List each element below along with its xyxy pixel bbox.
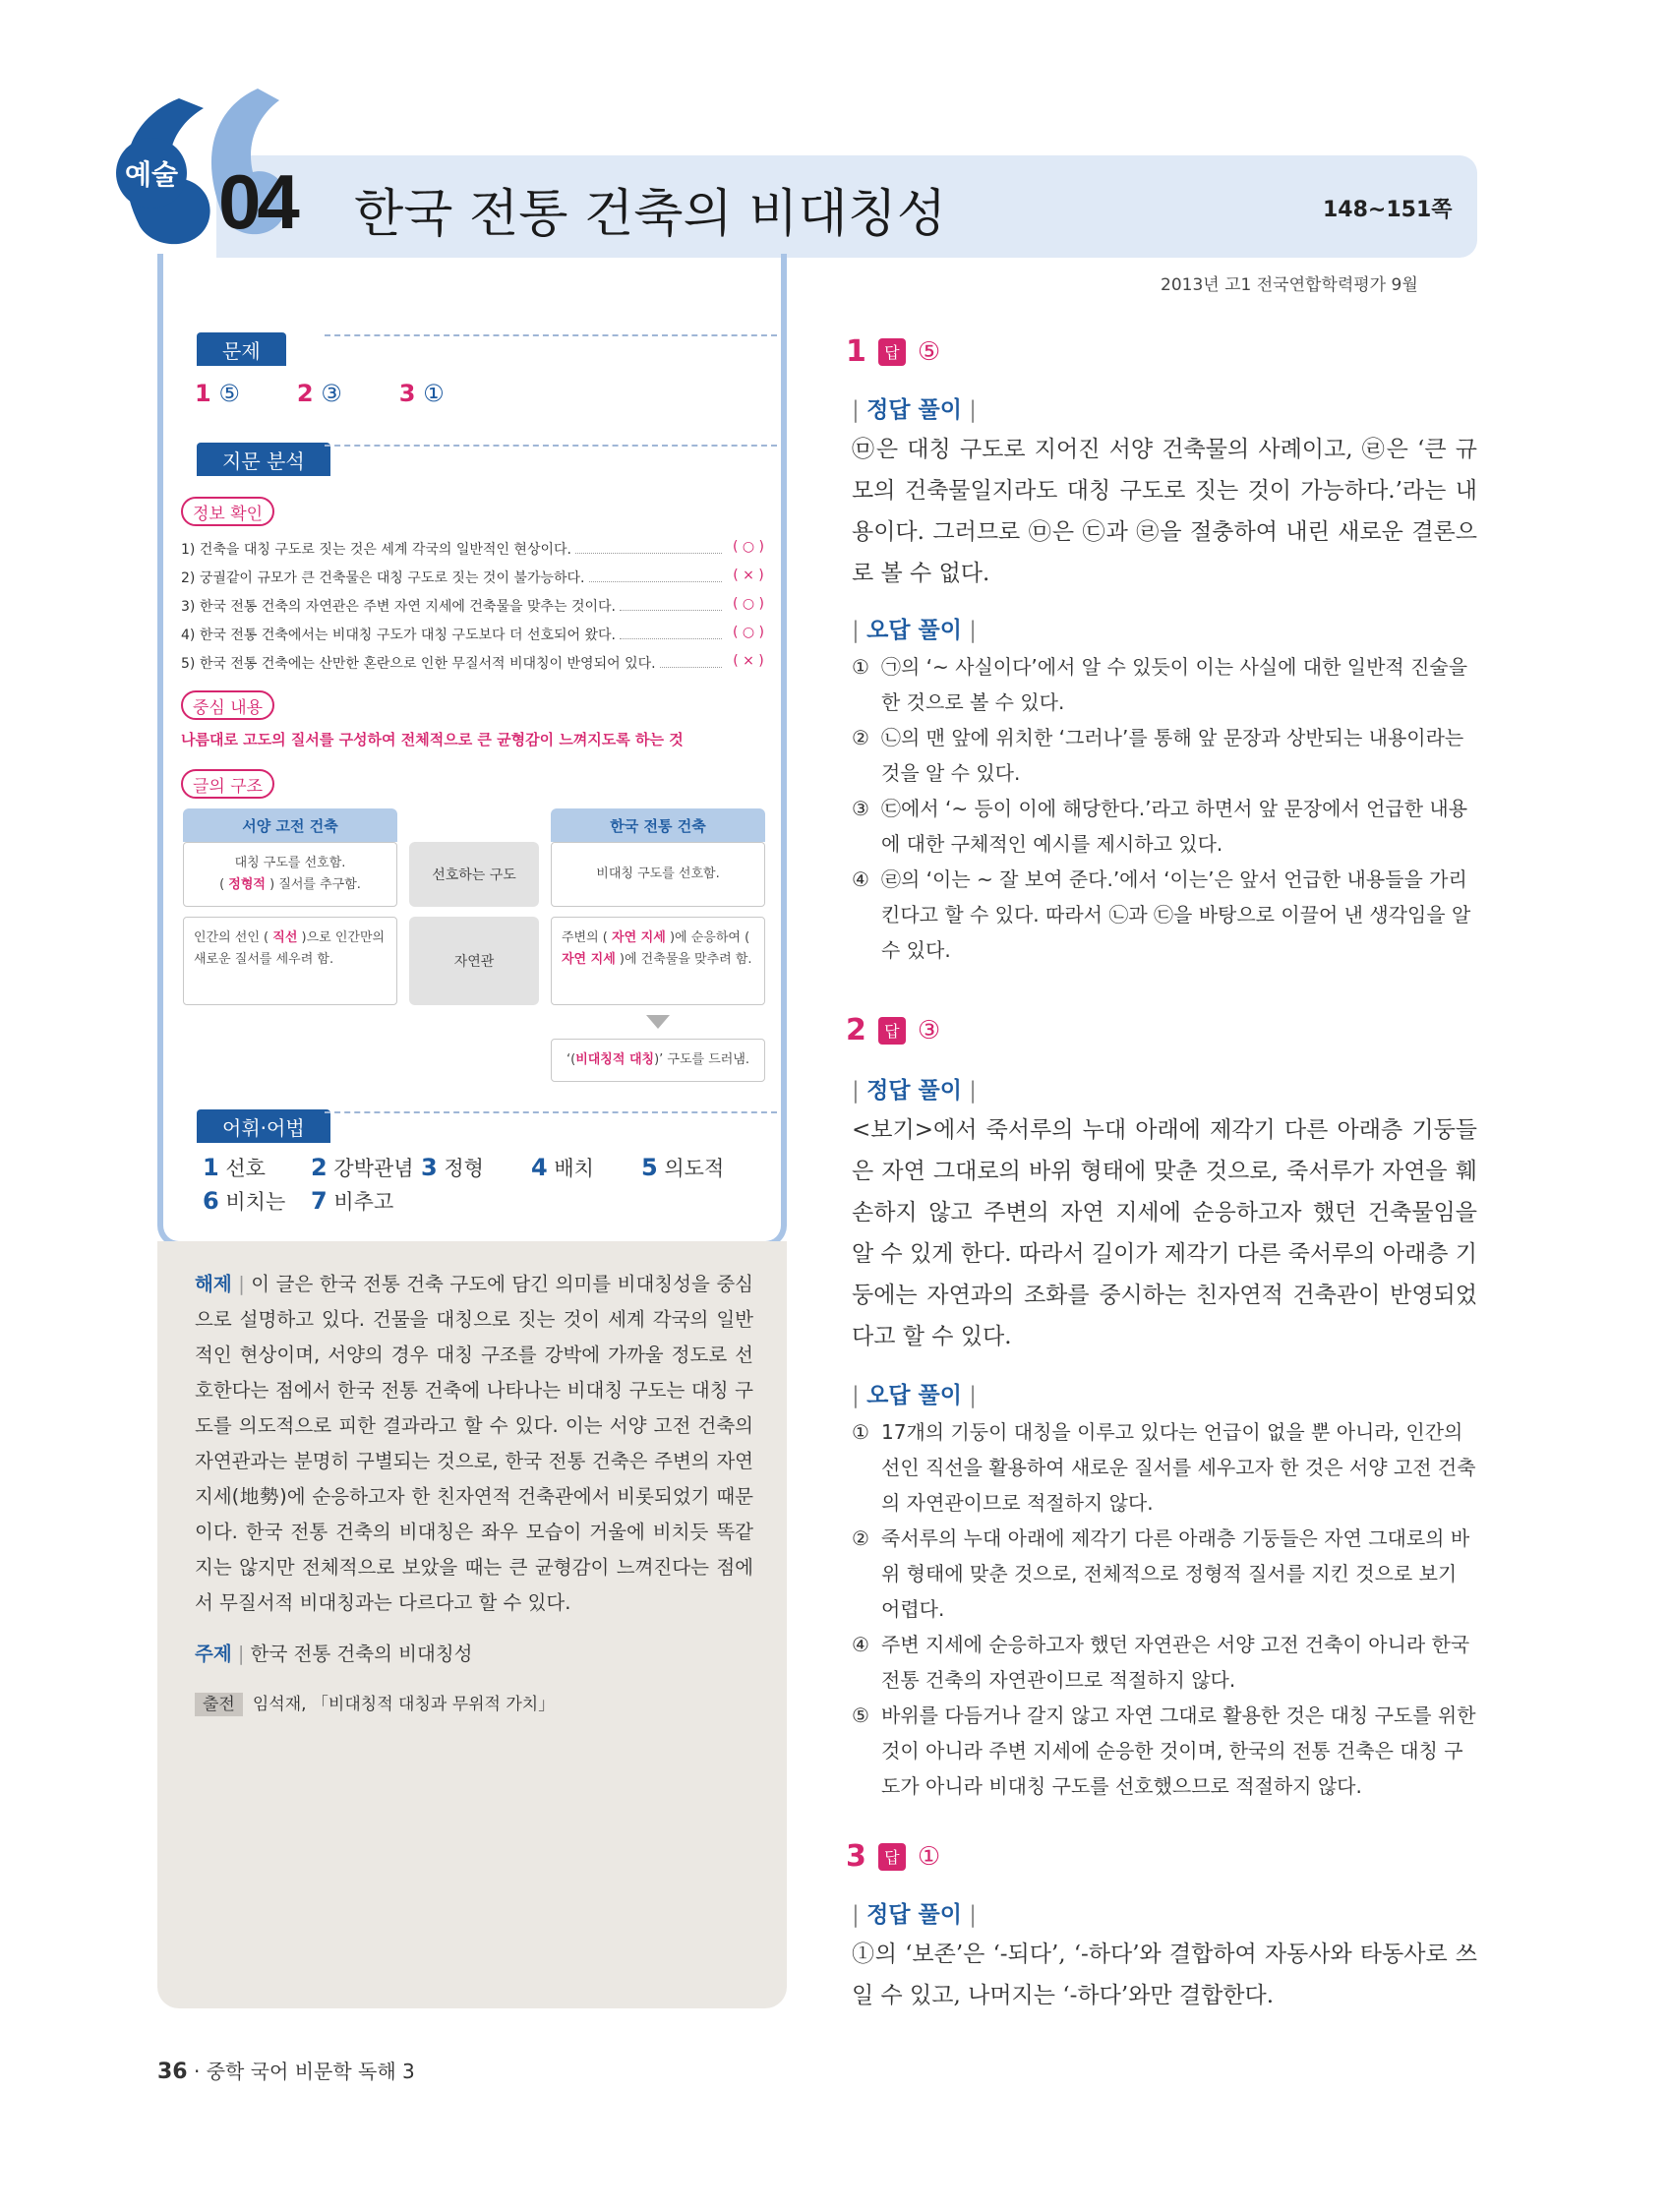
option-item: ④ ㉣의 ‘이는 ~ 잘 보여 준다.’에서 ‘이는’은 앞서 언급한 내용들을 가리킨다고 할 수 있다. 따라서 ㉡과 ㉢을 바탕으로 이끌어 낸 생각임을 알 수 있다.: [852, 867, 1471, 962]
korean-composition-cell: 비대칭 구도를 선호함.: [551, 842, 765, 907]
lesson-number: 04: [218, 158, 296, 245]
correct-explanation: <보기>에서 죽서루의 누대 아래에 제각기 다른 아래층 기둥들은 자연 그대로의 바위 형태에 맞춘 것으로, 죽서루가 자연을 훼손하지 않고 주변의 자연 지세에 순응하고자 했던 건축물임을 알 수 있게 한다. 따라서 길이가 제각기 다른 죽서루의 아래층 기둥에는 자연과의 조화를 중시하는 친자연적 건축관이 반영되었다고 할 수 있다.: [852, 1117, 1477, 1349]
option-item: ④ 주변 지세에 순응하고자 했던 자연관은 서양 고전 건축이 아니라 한국 전통 건축의 자연관이므로 적절하지 않다.: [852, 1633, 1470, 1692]
info-check-item: 5) 한국 전통 건축에는 산만한 혼란으로 인한 무질서적 비대칭이 반영되어 있다. ( × ): [181, 653, 764, 672]
info-check-item: 2) 궁궐같이 규모가 큰 건축물은 대칭 구도로 짓는 것이 불가능하다. ( × ): [181, 568, 764, 586]
divider: [325, 1111, 777, 1113]
correct-explanation: ㉤은 대칭 구도로 지어진 서양 건축물의 사례이고, ㉣은 ‘큰 규모의 건축물일지라도 대칭 구도로 짓는 것이 가능하다.’라는 내용이다. 그러므로 ㉤은 ㉢과 ㉣을 절충하여 내린 새로운 결론으로 볼 수 없다.: [852, 437, 1477, 586]
vocab-item: 3 정형: [421, 1154, 484, 1181]
structure-label: 글의 구조: [181, 769, 274, 799]
korean-nature-cell: 주변의 ( 자연 지세 )에 순응하여 ( 자연 지세 )에 건축물을 맞추려 함.: [551, 917, 765, 1005]
answer-item: 3 ①: [398, 380, 445, 407]
correct-heading: | 정답 풀이 |: [852, 397, 978, 423]
vocab-item: 1 선호: [203, 1154, 266, 1181]
answers-tab: 문제: [197, 332, 286, 366]
answer-list: [195, 380, 549, 407]
option-item: ② 죽서루의 누대 아래에 제각기 다른 아래층 기둥들은 자연 그대로의 바위 형태에 맞춘 것으로, 전체적으로 정형적 질서를 지킨 것으로 보기 어렵다.: [852, 1526, 1470, 1621]
correct-heading: | 정답 풀이 |: [852, 1078, 978, 1104]
divider: [325, 445, 777, 447]
option-item: ② ㉡의 맨 앞에 위치한 ‘그러나’를 통해 앞 문장과 상반되는 내용이라는 것을 알 수 있다.: [852, 726, 1464, 785]
wrong-explanations: [852, 1414, 1477, 1804]
source-exam: 2013년 고1 전국연합학력평가 9월: [1161, 275, 1418, 295]
main-idea-text: 나름대로 고도의 질서를 구성하여 전체적으로 큰 균형감이 느껴지도록 하는 것: [181, 731, 684, 748]
info-check-item: 3) 한국 전통 건축의 자연관은 주변 자연 지세에 건축물을 맞추는 것이다. ( ○ ): [181, 596, 765, 615]
wrong-explanations: [852, 649, 1477, 968]
page-footer: 36 · 중학 국어 비문학 독해 3: [157, 2060, 415, 2084]
conclusion-cell: ‘( 비대칭적 대칭 )’ 구도를 드러냄.: [551, 1039, 765, 1082]
wrong-heading: | 오답 풀이 |: [852, 618, 978, 643]
korean-header: 한국 전통 건축: [551, 808, 765, 842]
vocab-item: 7 비추고: [311, 1187, 394, 1215]
western-composition-cell: 대칭 구도를 선호함. ( 정형적 ) 질서를 추구함.: [183, 842, 397, 907]
question-2-header: 2 답 ③: [846, 1013, 941, 1047]
wrong-heading: | 오답 풀이 |: [852, 1383, 978, 1408]
option-item: ⑤ 바위를 다듬거나 갈지 않고 자연 그대로 활용한 것은 대칭 구도를 위한 것이 아니라 주변 지세에 순응한 것이며, 한국의 전통 건축은 대칭 구도가 아니라 비대칭 구도를 선호했으므로 적절하지 않다.: [852, 1704, 1476, 1798]
question-1-header: 1 답 ⑤: [846, 334, 941, 369]
info-check-item: 4) 한국 전통 건축에서는 비대칭 구도가 대칭 구도보다 더 선호되어 왔다. ( ○ ): [181, 625, 765, 643]
answer-item: 2 ③: [296, 380, 342, 407]
divider: [325, 334, 777, 336]
down-arrow-icon: [646, 1015, 670, 1031]
western-header: 서양 고전 건축: [183, 808, 397, 842]
category-badge: 예술: [116, 138, 187, 209]
vocab-item: 2 강박관념: [311, 1154, 414, 1181]
option-item: ① ㉠의 ‘~ 사실이다’에서 알 수 있듯이 이는 사실에 대한 일반적 진술을 한 것으로 볼 수 있다.: [852, 655, 1468, 714]
vocab-item: 4 배치: [531, 1154, 594, 1181]
answer-item: 1 ⑤: [195, 380, 240, 407]
composition-label: 선호하는 구도: [409, 842, 539, 907]
vocab-tab: 어휘·어법: [197, 1109, 330, 1143]
main-idea-label: 중심 내용: [181, 690, 274, 720]
analysis-tab: 지문 분석: [197, 443, 330, 476]
page-range: 148~151쪽: [1323, 198, 1453, 222]
vocab-item: 5 의도적: [641, 1154, 725, 1181]
commentary-text: 해제 | 이 글은 한국 전통 건축 구도에 담긴 의미를 비대칭성을 중심으로 설명하고 있다. 건물을 대칭으로 짓는 것이 세계 각국의 일반적인 현상이며, 서양의 경우 대칭 구조를 강박에 가까울 정도로 선호한다는 점에서 한국 전통 건축에 나타나는 비대칭 구도는 대칭 구도를 의도적으로 피한 결과라고 할 수 있다. 이는 서양 고전 건축의 자연관과는 분명히 구별되는 것으로, 한국 전통 건축은 주변의 자연 지세(地勢)에 순응하고자 한 친자연적 건축관에서 비롯되었기 때문이다. 한국 전통 건축의 비대칭은 좌우 모습이 거울에 비치듯 똑같지는 않지만 전체적으로 보았을 때는 큰 균형감이 느껴진다는 점에서 무질서적 비대칭과는 다르다고 할 수 있다.: [195, 1273, 754, 1614]
info-check-item: 1) 건축을 대칭 구도로 짓는 것은 세계 각국의 일반적인 현상이다. ( ○ ): [181, 539, 765, 558]
correct-heading: | 정답 풀이 |: [852, 1902, 978, 1928]
question-3-header: 3 답 ①: [846, 1839, 941, 1874]
theme-line: 주제 | 한국 전통 건축의 비대칭성: [195, 1643, 473, 1665]
option-item: ① 17개의 기둥이 대칭을 이루고 있다는 언급이 없을 뿐 아니라, 인간의 선인 직선을 활용하여 새로운 질서를 세우고자 한 것은 서양 고전 건축의 자연관이므로 적절하지 않다.: [852, 1420, 1476, 1515]
info-check-label: 정보 확인: [181, 497, 274, 526]
option-item: ③ ㉢에서 ‘~ 등이 이에 해당한다.’라고 하면서 앞 문장에서 언급한 내용에 대한 구체적인 예시를 제시하고 있다.: [852, 797, 1468, 856]
correct-explanation: ①의 ‘보존’은 ‘-되다’, ‘-하다’와 결합하여 자동사와 타동사로 쓰일 수 있고, 나머지는 ‘-하다’와만 결합한다.: [852, 1942, 1477, 2008]
western-nature-cell: 인간의 선인 ( 직선 )으로 인간만의 새로운 질서를 세우려 함.: [183, 917, 397, 1005]
page-title: 한국 전통 건축의 비대칭성: [354, 185, 947, 244]
source-line: 출전 임석재, 「비대칭적 대칭과 무위적 가치」: [195, 1690, 555, 1714]
nature-view-label: 자연관: [409, 917, 539, 1005]
source-badge: 출전: [195, 1693, 243, 1716]
vocab-item: 6 비치는: [203, 1187, 286, 1215]
